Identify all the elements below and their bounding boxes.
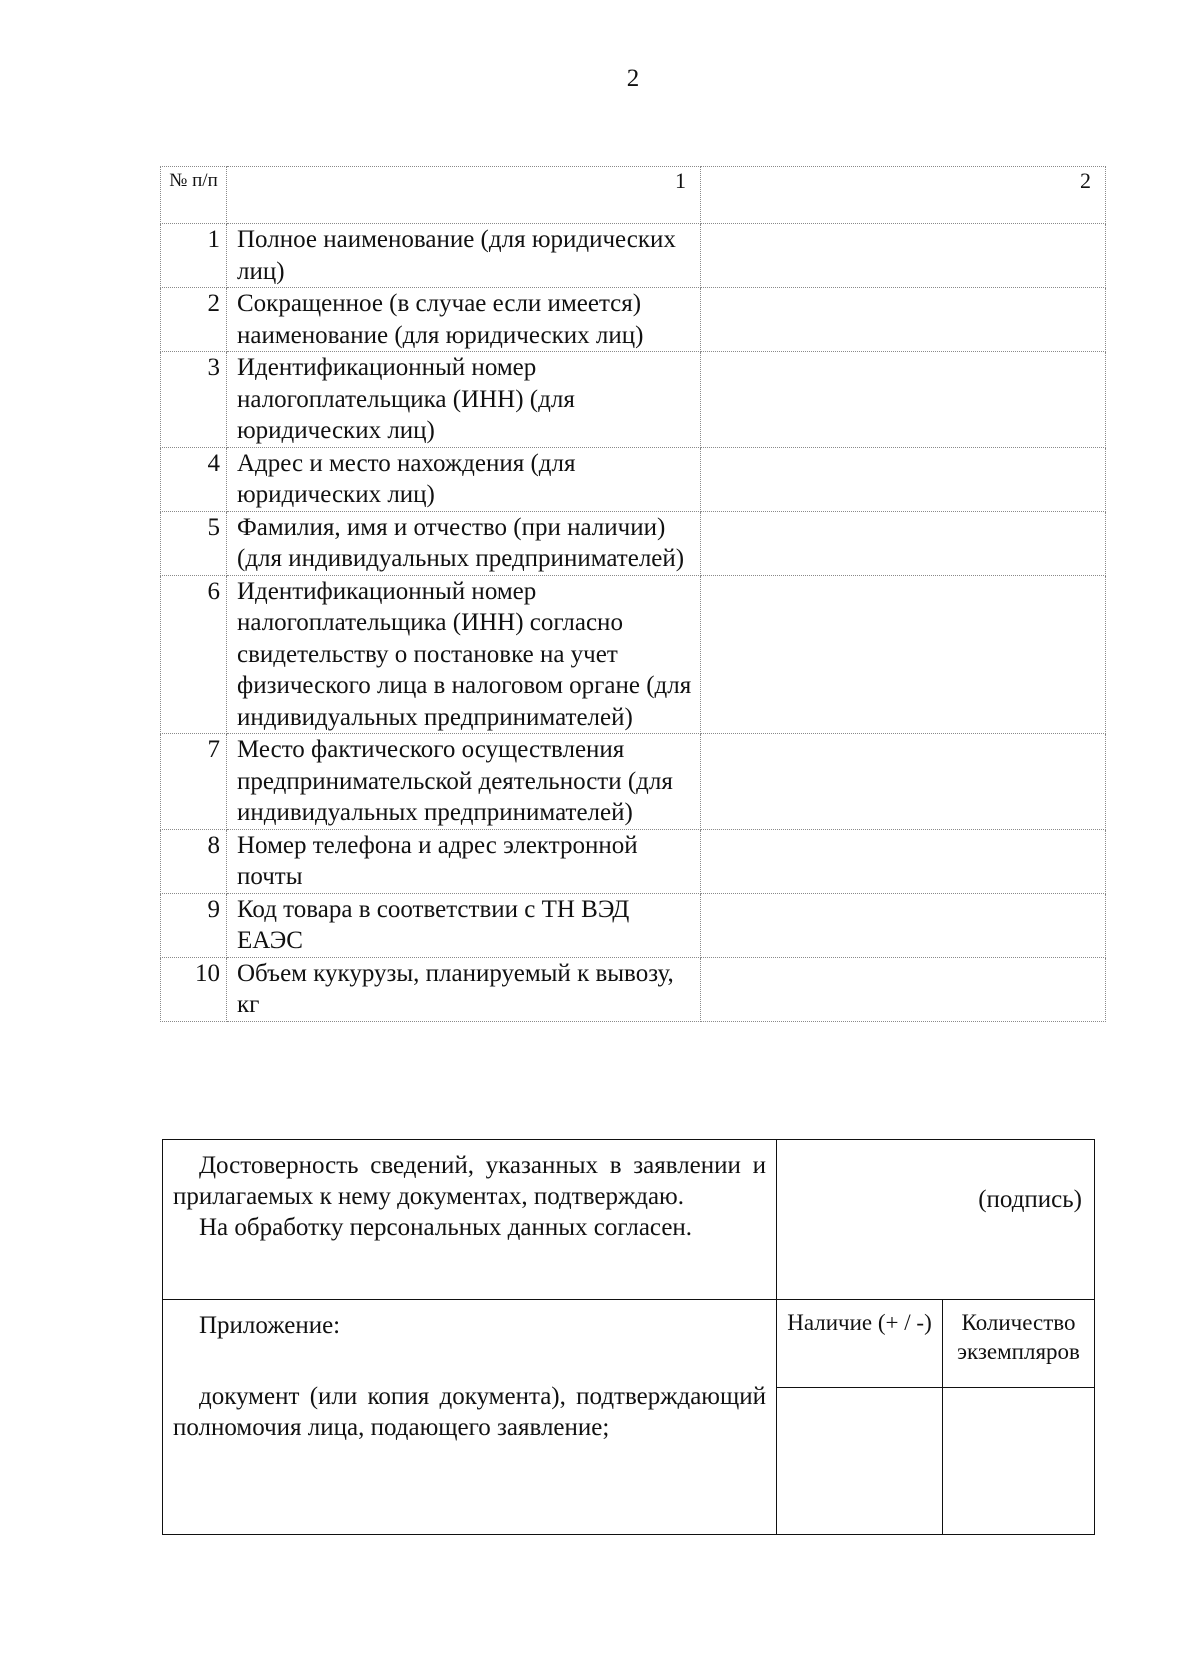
row-label: Объем кукурузы, планируемый к вывозу, кг <box>227 957 701 1021</box>
table-row <box>161 352 1106 448</box>
declaration-table <box>162 1139 1095 1535</box>
declaration-cell <box>163 1140 777 1300</box>
row-value[interactable] <box>701 575 1106 734</box>
row-value[interactable] <box>701 288 1106 352</box>
applicant-info-table <box>160 166 1106 1022</box>
table-row <box>161 224 1106 288</box>
row-label: Адрес и место нахождения (для юридических лиц) <box>227 447 701 511</box>
row-value[interactable] <box>701 734 1106 830</box>
row-num: 8 <box>161 829 227 893</box>
row-value[interactable] <box>701 352 1106 448</box>
availability-value[interactable] <box>777 1388 943 1535</box>
header-col1: 1 <box>227 167 701 224</box>
row-num: 9 <box>161 893 227 957</box>
table-row <box>161 575 1106 734</box>
consent-text: На обработку персональных данных согласен. <box>199 1214 693 1241</box>
signature-cell[interactable] <box>777 1140 1095 1300</box>
table-row <box>161 829 1106 893</box>
declaration-row <box>163 1140 1095 1300</box>
row-num: 1 <box>161 224 227 288</box>
table-row <box>161 447 1106 511</box>
table-row <box>161 957 1106 1021</box>
row-value[interactable] <box>701 511 1106 575</box>
attachment-row <box>163 1300 1095 1388</box>
row-label: Номер телефона и адрес электронной почты <box>227 829 701 893</box>
row-value[interactable] <box>701 957 1106 1021</box>
row-value[interactable] <box>701 447 1106 511</box>
row-num: 10 <box>161 957 227 1021</box>
table-row <box>161 893 1106 957</box>
attachment-cell <box>163 1300 777 1535</box>
row-num: 6 <box>161 575 227 734</box>
copies-header: Количество экземпляров <box>943 1300 1095 1388</box>
table-row <box>161 288 1106 352</box>
row-label: Код товара в соответствии с ТН ВЭД ЕАЭС <box>227 893 701 957</box>
attachment-item: документ (или копия документа), подтверждающий полномочия лица, подающего заявление; <box>173 1383 766 1441</box>
row-num: 4 <box>161 447 227 511</box>
row-num: 5 <box>161 511 227 575</box>
header-col2: 2 <box>701 167 1106 224</box>
table-header-row <box>161 167 1106 224</box>
row-num: 2 <box>161 288 227 352</box>
row-num: 7 <box>161 734 227 830</box>
row-label: Идентификационный номер налогоплательщика (ИНН) согласно свидетельству о постановке на учет физического лица в налоговом органе (для индивидуальных предпринимателей) <box>227 575 701 734</box>
row-label: Сокращенное (в случае если имеется) наименование (для юридических лиц) <box>227 288 701 352</box>
declaration-text: Достоверность сведений, указанных в заявлении и прилагаемых к нему документах, подтверждаю. <box>173 1152 766 1210</box>
row-value[interactable] <box>701 893 1106 957</box>
page-number: 2 <box>626 65 640 92</box>
row-value[interactable] <box>701 829 1106 893</box>
signature-label: (подпись) <box>978 1186 1083 1213</box>
table-row <box>161 511 1106 575</box>
table-row <box>161 734 1106 830</box>
availability-header: Наличие (+ / -) <box>777 1300 943 1388</box>
row-label: Место фактического осуществления предпринимательской деятельности (для индивидуальных предпринимателей) <box>227 734 701 830</box>
attachment-label: Приложение: <box>199 1312 341 1339</box>
row-label: Фамилия, имя и отчество (при наличии) (для индивидуальных предпринимателей) <box>227 511 701 575</box>
row-num: 3 <box>161 352 227 448</box>
row-value[interactable] <box>701 224 1106 288</box>
row-label: Идентификационный номер налогоплательщика (ИНН) (для юридических лиц) <box>227 352 701 448</box>
copies-value[interactable] <box>943 1388 1095 1535</box>
header-num: № п/п <box>161 167 227 224</box>
row-label: Полное наименование (для юридических лиц) <box>227 224 701 288</box>
